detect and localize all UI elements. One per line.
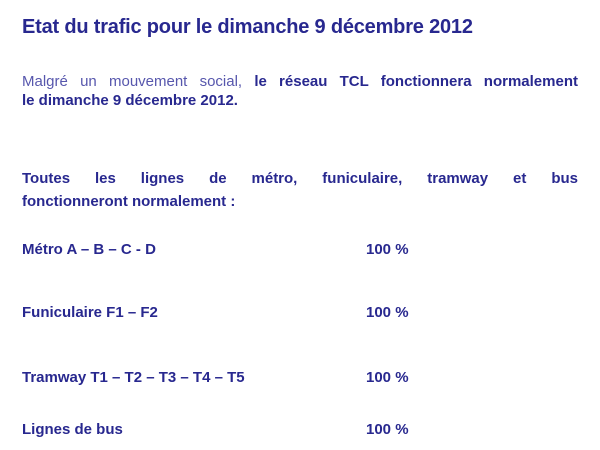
table-row bbox=[22, 421, 578, 439]
line-label: Métro A – B – C - D bbox=[22, 241, 156, 258]
availability-value: 100 % bbox=[366, 241, 409, 258]
table-row bbox=[22, 369, 578, 387]
subheading-line-2: fonctionneront normalement : bbox=[22, 193, 236, 210]
subheading-line-1: Toutes les lignes de métro, funiculaire, tramway et bus bbox=[22, 170, 578, 187]
line-label: Lignes de bus bbox=[22, 421, 123, 438]
service-status-table bbox=[22, 241, 578, 439]
availability-value: 100 % bbox=[366, 421, 409, 438]
line-label: Tramway T1 – T2 – T3 – T4 – T5 bbox=[22, 369, 245, 386]
intro-line-2: le dimanche 9 décembre 2012. bbox=[22, 92, 238, 109]
intro-regular-text: Malgré un mouvement social, bbox=[22, 73, 255, 90]
table-row bbox=[22, 304, 578, 322]
page-title: Etat du trafic pour le dimanche 9 décembre 2012 bbox=[22, 16, 473, 38]
subheading bbox=[22, 167, 578, 213]
availability-value: 100 % bbox=[366, 369, 409, 386]
intro-paragraph bbox=[22, 72, 578, 110]
availability-value: 100 % bbox=[366, 304, 409, 321]
line-label: Funiculaire F1 – F2 bbox=[22, 304, 158, 321]
table-row bbox=[22, 241, 578, 259]
intro-bold-text: le réseau TCL fonctionnera normalement bbox=[254, 73, 578, 90]
intro-line-1 bbox=[22, 72, 578, 91]
